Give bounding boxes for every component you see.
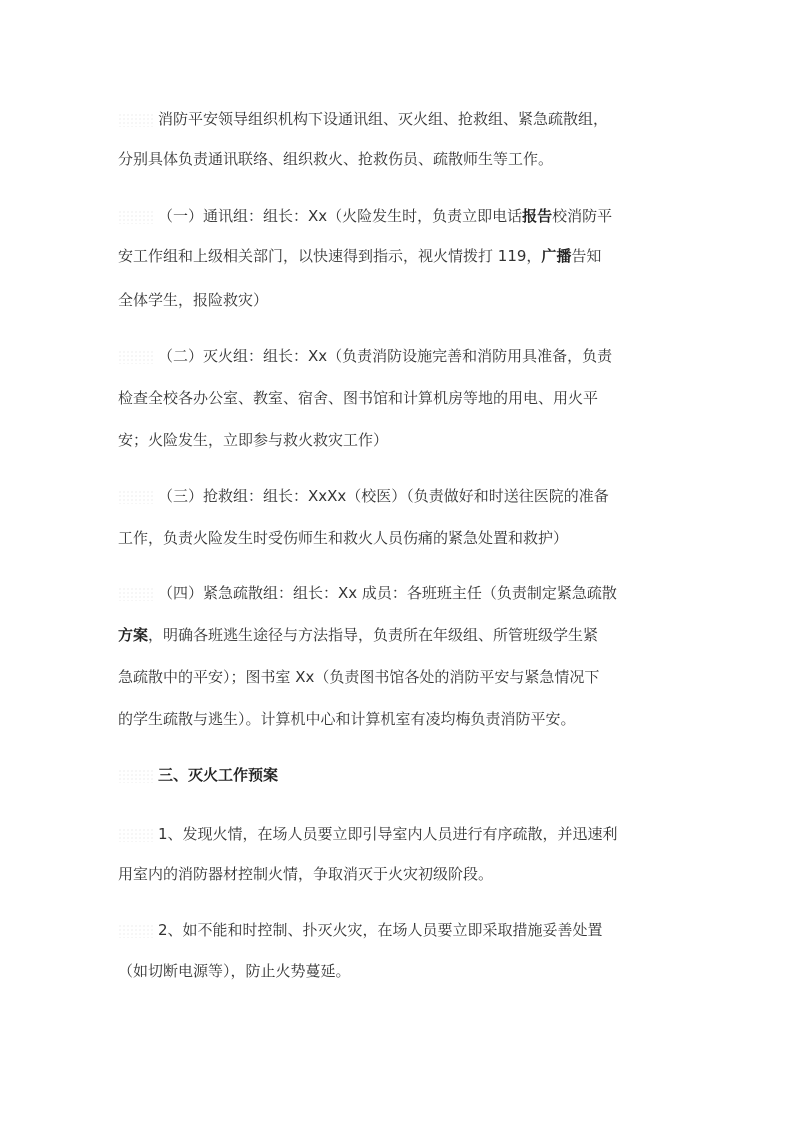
text-line xyxy=(118,920,603,940)
text-span: 用室内的消防器材控制火情，争取消灭于火灾初级阶段。 xyxy=(118,865,494,883)
text-span: （如切断电源等），防止火势蔓延。 xyxy=(118,962,351,980)
text-span: 检查全校各办公室、教室、宿舍、图书馆和计算机房等地的用电、用火平 xyxy=(118,389,599,407)
text-span: 工作，负责火险发生时受伤师生和救火人员伤痛的紧急处置和救护） xyxy=(118,529,569,547)
text-span: ，明确各班逃生途径与方法指导，负责所在年级组、所管班级学生紧 xyxy=(148,626,599,644)
text-line xyxy=(118,528,568,548)
text-line xyxy=(118,290,268,310)
bold-term: 广播 xyxy=(541,247,572,265)
indent-marker xyxy=(118,490,154,504)
indent-marker xyxy=(118,924,154,938)
bold-term: 方案 xyxy=(118,626,149,644)
bold-term: 报告 xyxy=(522,207,553,225)
text-line xyxy=(118,583,617,603)
text-span: （四）紧急疏散组：组长：Xx 成员：各班班主任（负责制定紧急疏散 xyxy=(158,584,617,602)
text-line xyxy=(118,346,612,366)
text-line xyxy=(118,246,601,266)
text-span: （一）通讯组：组长：Xx（火险发生时，负责立即电话 xyxy=(158,207,523,225)
indent-marker xyxy=(118,587,154,601)
text-line xyxy=(118,625,598,645)
text-line xyxy=(118,149,553,169)
text-line xyxy=(118,824,618,844)
heading-text: 三、灭火工作预案 xyxy=(158,766,279,784)
indent-marker xyxy=(118,113,154,127)
text-span: 全体学生，报险救灾） xyxy=(118,291,269,309)
text-line xyxy=(118,109,608,129)
text-span: （三）抢救组：组长：XxXx（校医）（负责做好和时送往医院的准备 xyxy=(158,487,609,505)
text-span: 2、如不能和时控制、扑灭火灾，在场人员要立即采取措施妥善处置 xyxy=(158,921,603,939)
indent-marker xyxy=(118,828,154,842)
text-span: （二）灭火组：组长：Xx（负责消防设施完善和消防用具准备，负责 xyxy=(158,347,613,365)
text-span: 校消防平 xyxy=(552,207,613,225)
text-line xyxy=(118,667,599,687)
text-line xyxy=(118,206,612,226)
text-span: 安；火险发生，立即参与救火救灾工作） xyxy=(118,431,389,449)
text-line xyxy=(118,709,576,729)
indent-marker xyxy=(118,769,154,783)
indent-marker xyxy=(118,210,154,224)
text-span: 1、发现火情，在场人员要立即引导室内人员进行有序疏散，并迅速利 xyxy=(158,825,618,843)
heading-line xyxy=(118,765,278,785)
indent-marker xyxy=(118,350,154,364)
text-span: 分别具体负责通讯联络、组织救火、抢救伤员、疏散师生等工作。 xyxy=(118,150,554,168)
text-span: 的学生疏散与逃生）。计算机中心和计算机室有凌均梅负责消防平安。 xyxy=(118,710,576,728)
text-line xyxy=(118,486,609,506)
text-line xyxy=(118,864,493,884)
text-line xyxy=(118,961,351,981)
text-span: 安工作组和上级相关部门，以快速得到指示，视火情拨打 119， xyxy=(118,247,542,265)
text-span: 急疏散中的平安）；图书室 Xx（负责图书馆各处的消防平安与紧急情况下 xyxy=(118,668,600,686)
text-line xyxy=(118,430,388,450)
text-span: 消防平安领导组织机构下设通讯组、灭火组、抢救组、紧急疏散组， xyxy=(158,110,609,128)
text-line xyxy=(118,388,598,408)
text-span: 告知 xyxy=(571,247,602,265)
